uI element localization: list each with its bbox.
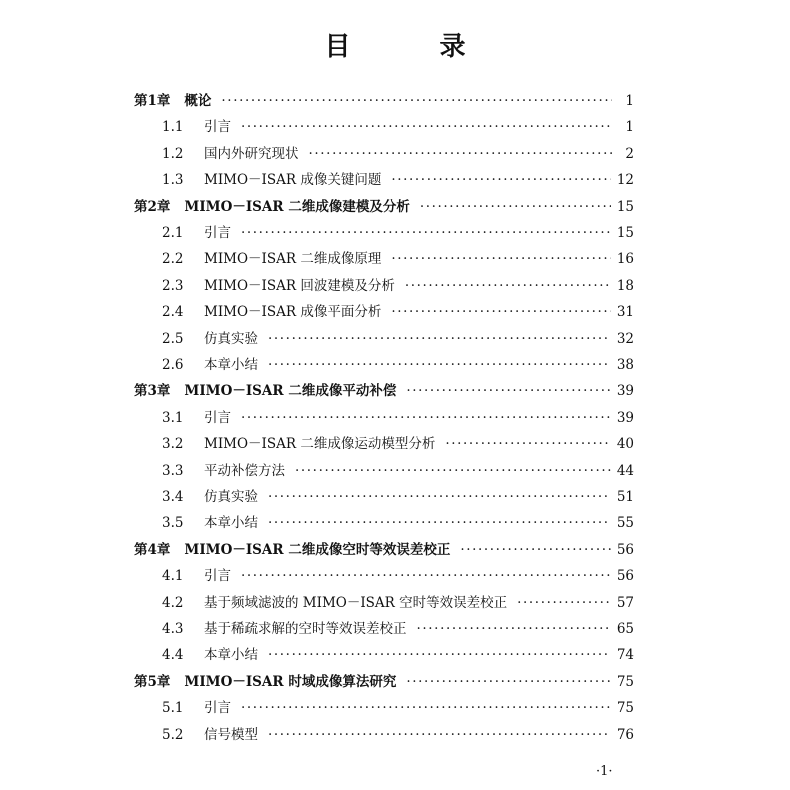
dot-leader [445, 431, 610, 457]
toc-section-entry[interactable] [162, 695, 634, 721]
toc-entry-number: 第1章 [134, 93, 171, 109]
toc-entry-page-number: 55 [616, 515, 634, 532]
toc-entry-page-number: 65 [616, 621, 634, 637]
toc-section-entry[interactable] [162, 220, 634, 246]
toc-entry-page-number: 15 [616, 225, 634, 241]
dot-leader [268, 642, 611, 668]
toc-section-entry[interactable] [162, 246, 634, 272]
toc-entry-number: 3.3 [162, 462, 184, 479]
dot-leader [268, 326, 611, 352]
toc-entry-title: MIMO－ISAR 成像平面分析 [204, 304, 382, 321]
dot-leader [268, 484, 611, 510]
toc-section-entry[interactable] [162, 431, 634, 457]
toc-entry-page-number: 75 [616, 700, 634, 717]
toc-entry-page-number: 18 [616, 277, 634, 294]
toc-entry-page-number: 44 [616, 462, 634, 479]
toc-section-entry[interactable] [162, 326, 634, 352]
toc-entry-title: MIMO－ISAR 二维成像平动补偿 [184, 383, 397, 400]
toc-entry-number: 3.4 [162, 489, 184, 505]
toc-section-entry[interactable] [162, 722, 634, 748]
toc-entry-title: 国内外研究现状 [204, 145, 299, 162]
dot-leader [241, 114, 612, 140]
toc-entry-page-number: 40 [616, 436, 634, 453]
toc-entry-number: 1.1 [162, 119, 184, 136]
toc-entry-number: 2.4 [162, 304, 184, 321]
toc-entry-title: 引言 [204, 568, 231, 585]
dot-leader [406, 669, 610, 695]
dot-leader [391, 167, 610, 193]
toc-entry-title: 引言 [204, 409, 231, 426]
toc-entry-number: 2.1 [162, 225, 184, 241]
toc-entry-number: 第3章 [134, 383, 171, 400]
dot-leader [268, 722, 611, 748]
dot-leader [405, 273, 611, 299]
toc-entry-page-number: 75 [616, 673, 634, 690]
toc-entry-number: 3.1 [162, 409, 184, 426]
toc-entry-number: 3.2 [162, 436, 184, 453]
toc-entry-page-number: 1 [625, 93, 634, 109]
toc-entry-title: 本章小结 [204, 357, 258, 373]
toc-section-entry[interactable] [162, 563, 634, 589]
toc-entry-page-number: 76 [616, 726, 634, 743]
toc-entry-page-number: 74 [616, 647, 634, 664]
toc-entry-title: MIMO－ISAR 时域成像算法研究 [184, 673, 397, 690]
dot-leader [391, 246, 610, 272]
toc-entry-title: 基于稀疏求解的空时等效误差校正 [204, 621, 407, 637]
toc-entry-title: 本章小结 [204, 515, 258, 532]
dot-leader [460, 537, 610, 563]
toc-entry-number: 1.2 [162, 145, 184, 162]
toc-section-entry[interactable] [162, 273, 634, 299]
toc-entry-page-number: 51 [616, 489, 634, 505]
dot-leader [241, 563, 611, 589]
toc-entry-number: 2.2 [162, 251, 184, 268]
toc-section-entry[interactable] [162, 616, 634, 642]
toc-section-entry[interactable] [162, 405, 634, 431]
toc-section-entry[interactable] [162, 510, 634, 536]
toc-entry-title: 引言 [204, 225, 231, 241]
toc-entry-number: 2.3 [162, 277, 184, 294]
toc-entry-number: 第2章 [134, 198, 171, 215]
toc-entry-title: 基于频域滤波的 MIMO－ISAR 空时等效误差校正 [204, 594, 508, 611]
toc-section-entry[interactable] [162, 458, 634, 484]
toc-entry-title: MIMO－ISAR 二维成像原理 [204, 251, 382, 268]
toc-entry-number: 4.1 [162, 568, 184, 585]
toc-entry-number: 4.3 [162, 621, 184, 637]
dot-leader [268, 352, 611, 378]
toc-entry-page-number: 2 [625, 145, 634, 162]
toc-entry-title: MIMO－ISAR 二维成像空时等效误差校正 [184, 541, 451, 558]
toc-chapter-entry[interactable] [134, 194, 634, 220]
toc-section-entry[interactable] [162, 114, 634, 140]
toc-chapter-entry[interactable] [134, 537, 634, 563]
toc-entry-page-number: 38 [616, 357, 634, 373]
toc-entry-number: 2.6 [162, 357, 184, 373]
dot-leader [241, 695, 611, 721]
dot-leader [417, 616, 611, 642]
toc-entry-page-number: 31 [616, 304, 634, 321]
toc-entry-title: 仿真实验 [204, 489, 258, 505]
toc-section-entry[interactable] [162, 167, 634, 193]
toc-entry-number: 1.3 [162, 172, 184, 189]
toc-chapter-entry[interactable] [134, 669, 634, 695]
toc-section-entry[interactable] [162, 484, 634, 510]
dot-leader [391, 299, 610, 325]
toc-entry-page-number: 56 [616, 541, 634, 558]
toc-entry-number: 4.4 [162, 647, 184, 664]
toc-entry-title: MIMO－ISAR 二维成像运动模型分析 [204, 436, 436, 453]
toc-entry-page-number: 32 [616, 330, 634, 347]
toc-entry-title: 仿真实验 [204, 330, 258, 347]
toc-entry-page-number: 57 [616, 594, 634, 611]
dot-leader [241, 220, 611, 246]
toc-chapter-entry[interactable] [134, 88, 634, 114]
toc-entry-title: 信号模型 [204, 726, 258, 743]
toc-chapter-entry[interactable] [134, 378, 634, 404]
dot-leader [309, 141, 613, 167]
toc-section-entry[interactable] [162, 299, 634, 325]
toc-entry-title: 引言 [204, 119, 231, 136]
dot-leader [268, 510, 611, 536]
toc-entry-title: MIMO－ISAR 二维成像建模及分析 [184, 198, 410, 215]
toc-entry-page-number: 12 [616, 172, 634, 189]
dot-leader [295, 458, 611, 484]
dot-leader [420, 194, 611, 220]
toc-section-entry[interactable] [162, 590, 634, 616]
toc-entry-page-number: 1 [625, 119, 634, 136]
dot-leader [241, 405, 611, 431]
toc-entry-number: 第5章 [134, 673, 171, 690]
toc-entry-page-number: 16 [616, 251, 634, 268]
toc-entry-title: 平动补偿方法 [204, 462, 285, 479]
toc-section-entry[interactable] [162, 352, 634, 378]
toc-entry-number: 2.5 [162, 330, 184, 347]
toc-entry-title: 本章小结 [204, 647, 258, 664]
dot-leader [517, 590, 611, 616]
dot-leader [406, 378, 610, 404]
page-number-footer: ·1· [596, 764, 613, 779]
toc-entry-page-number: 39 [616, 383, 634, 400]
dot-leader [221, 88, 612, 114]
toc-section-entry[interactable] [162, 642, 634, 668]
page-title: 目 录 [324, 32, 506, 62]
toc-entry-number: 5.2 [162, 726, 184, 743]
toc-entry-number: 第4章 [134, 541, 171, 558]
toc-entry-page-number: 56 [616, 568, 634, 585]
toc-entry-title: 概论 [184, 93, 212, 109]
toc-entry-title: 引言 [204, 700, 231, 717]
toc-section-entry[interactable] [162, 141, 634, 167]
toc-entry-page-number: 39 [616, 409, 634, 426]
toc-entry-title: MIMO－ISAR 回波建模及分析 [204, 277, 395, 294]
toc-entry-number: 5.1 [162, 700, 184, 717]
toc-entry-number: 3.5 [162, 515, 184, 532]
toc-entry-number: 4.2 [162, 594, 184, 611]
toc-entry-page-number: 15 [616, 198, 634, 215]
toc-entry-title: MIMO－ISAR 成像关键问题 [204, 172, 382, 189]
